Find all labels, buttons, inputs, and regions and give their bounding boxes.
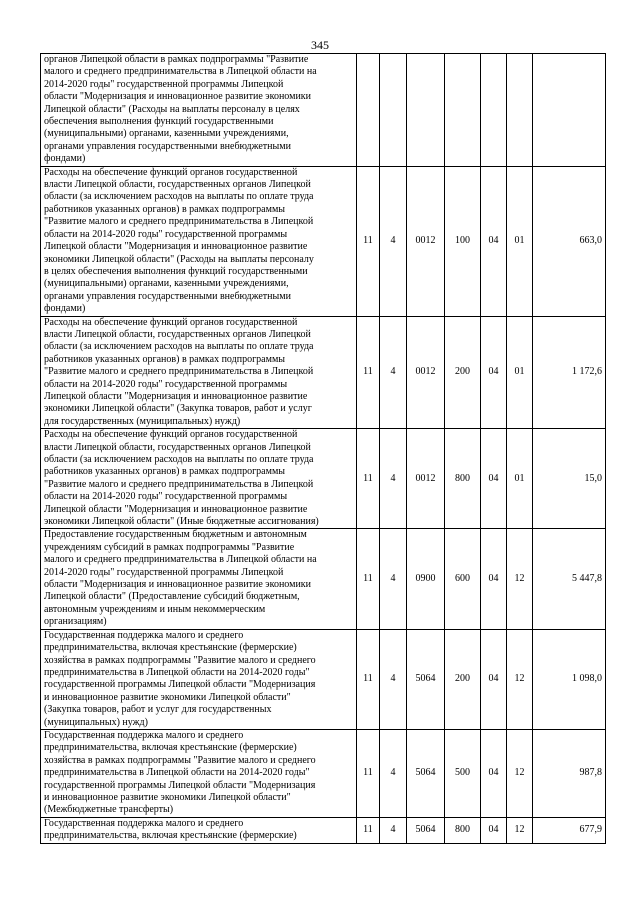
table-row	[41, 629, 606, 729]
row-description: Расходы на обеспечение функций органов государственной власти Липецкой области, государственных органов Липецкой области (за исключением расходов на выплаты по оплате труда работников указанных органов) в рамках подпрограммы "Развитие малого и среднего предпринимательства в Липецкой области на 2014-2020 годы" государственной программы Липецкой области "Модернизация и инновационное развитие экономики Липецкой области" (Иные бюджетные ассигнования)	[41, 429, 357, 529]
cell-target-code: 0012	[407, 429, 445, 529]
cell-ministry-code: 11	[357, 729, 380, 817]
table-row	[41, 429, 606, 529]
cell-amount: 987,8	[533, 729, 606, 817]
cell-target-code: 5064	[407, 629, 445, 729]
table-row	[41, 729, 606, 817]
cell-subsection: 12	[507, 629, 533, 729]
cell-ministry-code	[357, 54, 380, 167]
cell-ministry-code: 11	[357, 166, 380, 316]
table-row	[41, 166, 606, 316]
cell-subsection: 12	[507, 729, 533, 817]
cell-amount: 677,9	[533, 817, 606, 843]
row-description: Государственная поддержка малого и среднего предпринимательства, включая крестьянские (фермерские) хозяйства в рамках подпрограммы "Развитие малого и среднего предпринимательства в Липецкой области на 2014-2020 годы" государственной программы Липецкой области "Модернизация и инновационное развитие экономики Липецкой области" (Закупка товаров, работ и услуг для государственных (муниципальных) нужд)	[41, 629, 357, 729]
cell-subsection	[507, 54, 533, 167]
cell-expense-type: 200	[445, 316, 481, 429]
table-row	[41, 54, 606, 167]
cell-section: 04	[481, 817, 507, 843]
cell-section: 04	[481, 729, 507, 817]
cell-program-code: 4	[380, 729, 407, 817]
cell-program-code	[380, 54, 407, 167]
cell-subsection: 12	[507, 529, 533, 629]
cell-subsection: 01	[507, 166, 533, 316]
cell-ministry-code: 11	[357, 429, 380, 529]
row-description: Предоставление государственным бюджетным и автономным учреждениям субсидий в рамках подпрограммы "Развитие малого и среднего предпринимательства в Липецкой области на 2014-2020 годы" государственной программы Липецкой области "Модернизация и инновационное развитие экономики Липецкой области" (Предоставление субсидий бюджетным, автономным учреждениям и иным некоммерческим организациям)	[41, 529, 357, 629]
cell-amount: 1 098,0	[533, 629, 606, 729]
cell-program-code: 4	[380, 166, 407, 316]
cell-expense-type: 600	[445, 529, 481, 629]
cell-target-code: 0012	[407, 166, 445, 316]
cell-program-code: 4	[380, 629, 407, 729]
row-description: Государственная поддержка малого и среднего предпринимательства, включая крестьянские (фермерские) хозяйства в рамках подпрограммы "Развитие малого и среднего предпринимательства в Липецкой области на 2014-2020 годы" государственной программы Липецкой области "Модернизация и инновационное развитие экономики Липецкой области" (Межбюджетные трансферты)	[41, 729, 357, 817]
cell-ministry-code: 11	[357, 529, 380, 629]
table-row	[41, 529, 606, 629]
cell-program-code: 4	[380, 316, 407, 429]
cell-expense-type: 800	[445, 429, 481, 529]
cell-subsection: 01	[507, 316, 533, 429]
cell-target-code	[407, 54, 445, 167]
cell-expense-type	[445, 54, 481, 167]
cell-amount	[533, 54, 606, 167]
cell-section	[481, 54, 507, 167]
cell-section: 04	[481, 429, 507, 529]
cell-subsection: 01	[507, 429, 533, 529]
cell-program-code: 4	[380, 429, 407, 529]
row-description: органов Липецкой области в рамках подпрограммы "Развитие малого и среднего предпринимательства в Липецкой области на 2014-2020 годы" государственной программы Липецкой области "Модернизация и инновационное развитие экономики Липецкой области" (Расходы на выплаты персоналу в целях обеспечения выполнения функций государственными (муниципальными) органами, казенными учреждениями, органами управления государственными внебюджетными фондами)	[41, 54, 357, 167]
cell-ministry-code: 11	[357, 316, 380, 429]
cell-program-code: 4	[380, 529, 407, 629]
row-description: Расходы на обеспечение функций органов государственной власти Липецкой области, государственных органов Липецкой области (за исключением расходов на выплаты по оплате труда работников указанных органов) в рамках подпрограммы "Развитие малого и среднего предпринимательства в Липецкой области на 2014-2020 годы" государственной программы Липецкой области "Модернизация и инновационное развитие экономики Липецкой области" (Расходы на выплаты персоналу в целях обеспечения выполнения функций государственными (муниципальными) органами, казенными учреждениями, органами управления государственными внебюджетными фондами)	[41, 166, 357, 316]
cell-program-code: 4	[380, 817, 407, 843]
cell-section: 04	[481, 316, 507, 429]
cell-section: 04	[481, 529, 507, 629]
cell-target-code: 5064	[407, 817, 445, 843]
table-row	[41, 817, 606, 843]
cell-amount: 663,0	[533, 166, 606, 316]
row-description: Расходы на обеспечение функций органов государственной власти Липецкой области, государственных органов Липецкой области (за исключением расходов на выплаты по оплате труда работников указанных органов) в рамках подпрограммы "Развитие малого и среднего предпринимательства в Липецкой области на 2014-2020 годы" государственной программы Липецкой области "Модернизация и инновационное развитие экономики Липецкой области" (Закупка товаров, работ и услуг для государственных (муниципальных) нужд)	[41, 316, 357, 429]
cell-target-code: 5064	[407, 729, 445, 817]
cell-expense-type: 100	[445, 166, 481, 316]
cell-amount: 1 172,6	[533, 316, 606, 429]
cell-target-code: 0012	[407, 316, 445, 429]
cell-amount: 15,0	[533, 429, 606, 529]
cell-target-code: 0900	[407, 529, 445, 629]
cell-subsection: 12	[507, 817, 533, 843]
budget-table	[40, 53, 606, 844]
cell-amount: 5 447,8	[533, 529, 606, 629]
cell-ministry-code: 11	[357, 817, 380, 843]
cell-expense-type: 800	[445, 817, 481, 843]
cell-expense-type: 200	[445, 629, 481, 729]
cell-ministry-code: 11	[357, 629, 380, 729]
cell-expense-type: 500	[445, 729, 481, 817]
table-row	[41, 316, 606, 429]
cell-section: 04	[481, 629, 507, 729]
row-description: Государственная поддержка малого и среднего предпринимательства, включая крестьянские (фермерские)	[41, 817, 357, 843]
cell-section: 04	[481, 166, 507, 316]
page-number: 345	[311, 38, 329, 52]
